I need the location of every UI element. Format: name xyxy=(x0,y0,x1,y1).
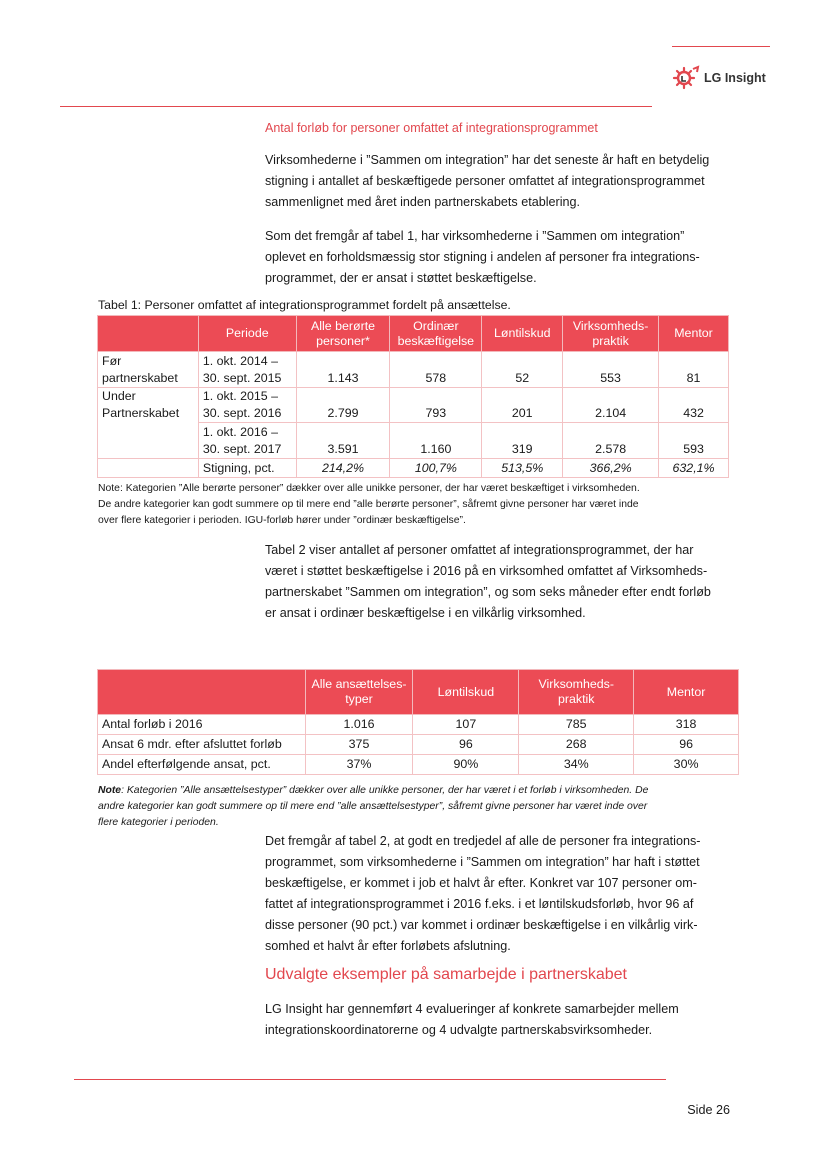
note-line xyxy=(98,783,648,799)
group-cell xyxy=(98,352,199,388)
header-text: Virksomheds- xyxy=(572,318,649,333)
group-cell xyxy=(98,459,199,478)
header-text: beskæftigelse xyxy=(397,333,475,348)
lg-insight-logo xyxy=(670,64,780,92)
table2-header-row xyxy=(98,670,739,715)
table-row xyxy=(98,715,739,735)
value-cell: 268 xyxy=(519,735,634,755)
note-line: Note: Kategorien ”Alle berørte personer” dækker over alle unikke personer, der har været beskæftiget i virksomheden. xyxy=(98,483,640,494)
paragraph-tabel2-conclusion xyxy=(265,831,727,957)
period-cell xyxy=(198,352,296,388)
value-cell: 319 xyxy=(482,423,563,459)
growth-value: 100,7% xyxy=(390,459,482,478)
value-cell: 432 xyxy=(659,388,729,423)
growth-label: Stigning, pct. xyxy=(198,459,296,478)
table-row xyxy=(98,388,729,423)
value-cell: 96 xyxy=(413,735,519,755)
text-line: sammenlignet med året inden partnerskabets etablering. xyxy=(265,195,581,209)
text-line: Tabel 2 viser antallet af personer omfattet af integrationsprogrammet, der har xyxy=(265,543,694,557)
paragraph-tabel1-intro xyxy=(265,226,727,289)
section-heading-udvalgte-eksempler: Udvalgte eksempler på samarbejde i partnerskabet xyxy=(265,966,627,983)
growth-row xyxy=(98,459,729,478)
note-line: De andre kategorier kan godt summere op til mere end ”alle berørte personer”, såfremt givne personer har været inde xyxy=(98,499,639,510)
value-cell: 107 xyxy=(413,715,519,735)
table2-note xyxy=(98,783,648,831)
period-cell xyxy=(198,388,296,423)
group-cell xyxy=(98,423,199,459)
cell-text: 1. okt. 2015 – xyxy=(202,389,278,403)
table1-header-cell xyxy=(296,316,390,352)
value-cell: 2.578 xyxy=(563,423,659,459)
header-text: Løntilskud xyxy=(437,684,495,699)
table1-header-cell xyxy=(482,316,563,352)
row-label: Antal forløb i 2016 xyxy=(98,715,306,735)
growth-value: 632,1% xyxy=(659,459,729,478)
text-line: disse personer (90 pct.) var kommet i ordinær beskæftigelse i en vilkårlig virk- xyxy=(265,918,698,932)
text-line: er ansat i ordinær beskæftigelse i en vilkårlig virksomhed. xyxy=(265,606,586,620)
table1-header-cell xyxy=(98,316,199,352)
header-text: Virksomheds- xyxy=(538,677,614,691)
note-line: flere kategorier i perioden. xyxy=(98,817,219,828)
note-line: over flere kategorier i perioden. IGU-forløb hører under ”ordinær beskæftigelse”. xyxy=(98,515,466,526)
cell-text: 30. sept. 2015 xyxy=(202,370,282,385)
table-row xyxy=(98,755,739,775)
value-cell: 90% xyxy=(413,755,519,775)
table1-caption: Tabel 1: Personer omfattet af integrationsprogrammet fordelt på ansættelse. xyxy=(98,298,511,312)
value-cell: 3.591 xyxy=(296,423,390,459)
growth-value: 513,5% xyxy=(482,459,563,478)
text-line: integrationskoordinatorerne og 4 udvalgte partnerskabsvirksomheder. xyxy=(265,1023,653,1037)
growth-value: 366,2% xyxy=(563,459,659,478)
logo-icon xyxy=(670,65,700,91)
table1 xyxy=(97,315,729,478)
table2-header-cell xyxy=(413,670,519,715)
cell-text: 1. okt. 2016 – xyxy=(202,424,278,439)
value-cell: 1.143 xyxy=(296,352,390,388)
value-cell: 52 xyxy=(482,352,563,388)
paragraph-intro xyxy=(265,150,727,213)
value-cell: 96 xyxy=(634,735,739,755)
table2-header-cell xyxy=(634,670,739,715)
table1-header-cell xyxy=(198,316,296,352)
header-text: Mentor xyxy=(666,684,706,699)
value-cell: 2.104 xyxy=(563,388,659,423)
header-text: praktik xyxy=(592,333,629,348)
header-text: typer xyxy=(345,692,373,706)
table-row xyxy=(98,735,739,755)
cell-text: Under xyxy=(102,389,136,404)
logo-text: LG Insight xyxy=(704,71,766,85)
cell-text: partnerskabet xyxy=(102,370,178,385)
header-text: Mentor xyxy=(674,326,713,340)
text-line: Som det fremgår af tabel 1, har virksomhederne i ”Sammen om integration” xyxy=(265,229,685,243)
row-label: Ansat 6 mdr. efter afsluttet forløb xyxy=(98,735,306,755)
header-text: Løntilskud xyxy=(494,326,551,340)
note-line: andre kategorier kan godt summere op til mere end ”alle ansættelsestyper”, såfremt givne personer har været inde over xyxy=(98,801,648,812)
table-row xyxy=(98,352,729,388)
paragraph-tabel2-intro xyxy=(265,540,727,624)
table-row xyxy=(98,423,729,459)
header-text: Alle ansættelses- xyxy=(311,677,407,691)
cell-text: 1. okt. 2014 – xyxy=(202,353,278,368)
text-line: somhed et halvt år efter forløbets afslutning. xyxy=(265,939,511,953)
text-line: beskæftigelse, er kommet i job et halvt år efter. Konkret var 107 personer om- xyxy=(265,876,697,890)
value-cell: 81 xyxy=(659,352,729,388)
note-label: Note xyxy=(98,785,122,796)
table1-header-cell xyxy=(563,316,659,352)
value-cell: 1.160 xyxy=(390,423,482,459)
section-heading-antal-forloeb: Antal forløb for personer omfattet af integrationsprogrammet xyxy=(265,121,598,135)
header-text: praktik xyxy=(557,692,595,706)
value-cell: 37% xyxy=(305,755,413,775)
text-line: Det fremgår af tabel 2, at godt en tredjedel af alle de personer fra integrations- xyxy=(265,834,701,848)
value-cell: 1.016 xyxy=(305,715,413,735)
note-text: : Kategorien ”Alle ansættelsestyper” dækker over alle unikke personer, der har været i et forløb i virksomheden. De xyxy=(121,785,649,796)
table1-header-cell xyxy=(659,316,729,352)
header-rule-right xyxy=(672,46,770,47)
value-cell: 2.799 xyxy=(296,388,390,423)
table1-header-cell xyxy=(390,316,482,352)
header-text: Periode xyxy=(225,326,269,340)
table2-header-cell xyxy=(519,670,634,715)
value-cell: 30% xyxy=(634,755,739,775)
value-cell: 785 xyxy=(519,715,634,735)
cell-text: Før xyxy=(102,353,122,368)
table2-header-cell xyxy=(305,670,413,715)
paragraph-evalueringer xyxy=(265,999,727,1041)
text-line: programmet, som virksomhederne i ”Sammen om integration” har haft i støttet xyxy=(265,855,700,869)
cell-text: 30. sept. 2016 xyxy=(202,406,282,420)
text-line: LG Insight har gennemført 4 evalueringer af konkrete samarbejder mellem xyxy=(265,1002,679,1016)
text-line: været i støttet beskæftigelse i 2016 på en virksomhed omfattet af Virksomheds- xyxy=(265,564,708,578)
text-line: fattet af integrationsprogrammet i 2016 f.eks. i et løntilskudsforløb, hvor 96 af xyxy=(265,897,694,911)
footer-rule xyxy=(74,1079,666,1080)
text-line: programmet, der er ansat i støttet beskæftigelse. xyxy=(265,271,537,285)
value-cell: 593 xyxy=(659,423,729,459)
cell-text: 30. sept. 2017 xyxy=(202,441,282,456)
value-cell: 201 xyxy=(482,388,563,423)
page-number: Side 26 xyxy=(687,1103,730,1117)
period-cell xyxy=(198,423,296,459)
growth-value: 214,2% xyxy=(296,459,390,478)
header-text: Alle berørte xyxy=(310,318,376,333)
header-rule-left xyxy=(60,106,652,107)
value-cell: 578 xyxy=(390,352,482,388)
table1-note xyxy=(98,481,640,529)
value-cell: 375 xyxy=(305,735,413,755)
value-cell: 553 xyxy=(563,352,659,388)
header-text: personer* xyxy=(316,333,370,348)
header-text: Ordinær xyxy=(413,318,459,333)
row-label: Andel efterfølgende ansat, pct. xyxy=(98,755,306,775)
value-cell: 34% xyxy=(519,755,634,775)
table2-header-cell xyxy=(98,670,306,715)
value-cell: 318 xyxy=(634,715,739,735)
cell-text: Partnerskabet xyxy=(102,406,180,421)
group-cell xyxy=(98,388,199,423)
table2 xyxy=(97,669,739,775)
text-line: stigning i antallet af beskæftigede personer omfattet af integrationsprogrammet xyxy=(265,174,705,188)
value-cell: 793 xyxy=(390,388,482,423)
text-line: oplevet en forholdsmæssig stor stigning i andelen af personer fra integrations- xyxy=(265,250,700,264)
text-line: partnerskabet ”Sammen om integration”, og som seks måneder efter endt forløb xyxy=(265,585,711,599)
text-line: Virksomhederne i ”Sammen om integration” har det seneste år haft en betydelig xyxy=(265,153,710,167)
table1-header-row xyxy=(98,316,729,352)
